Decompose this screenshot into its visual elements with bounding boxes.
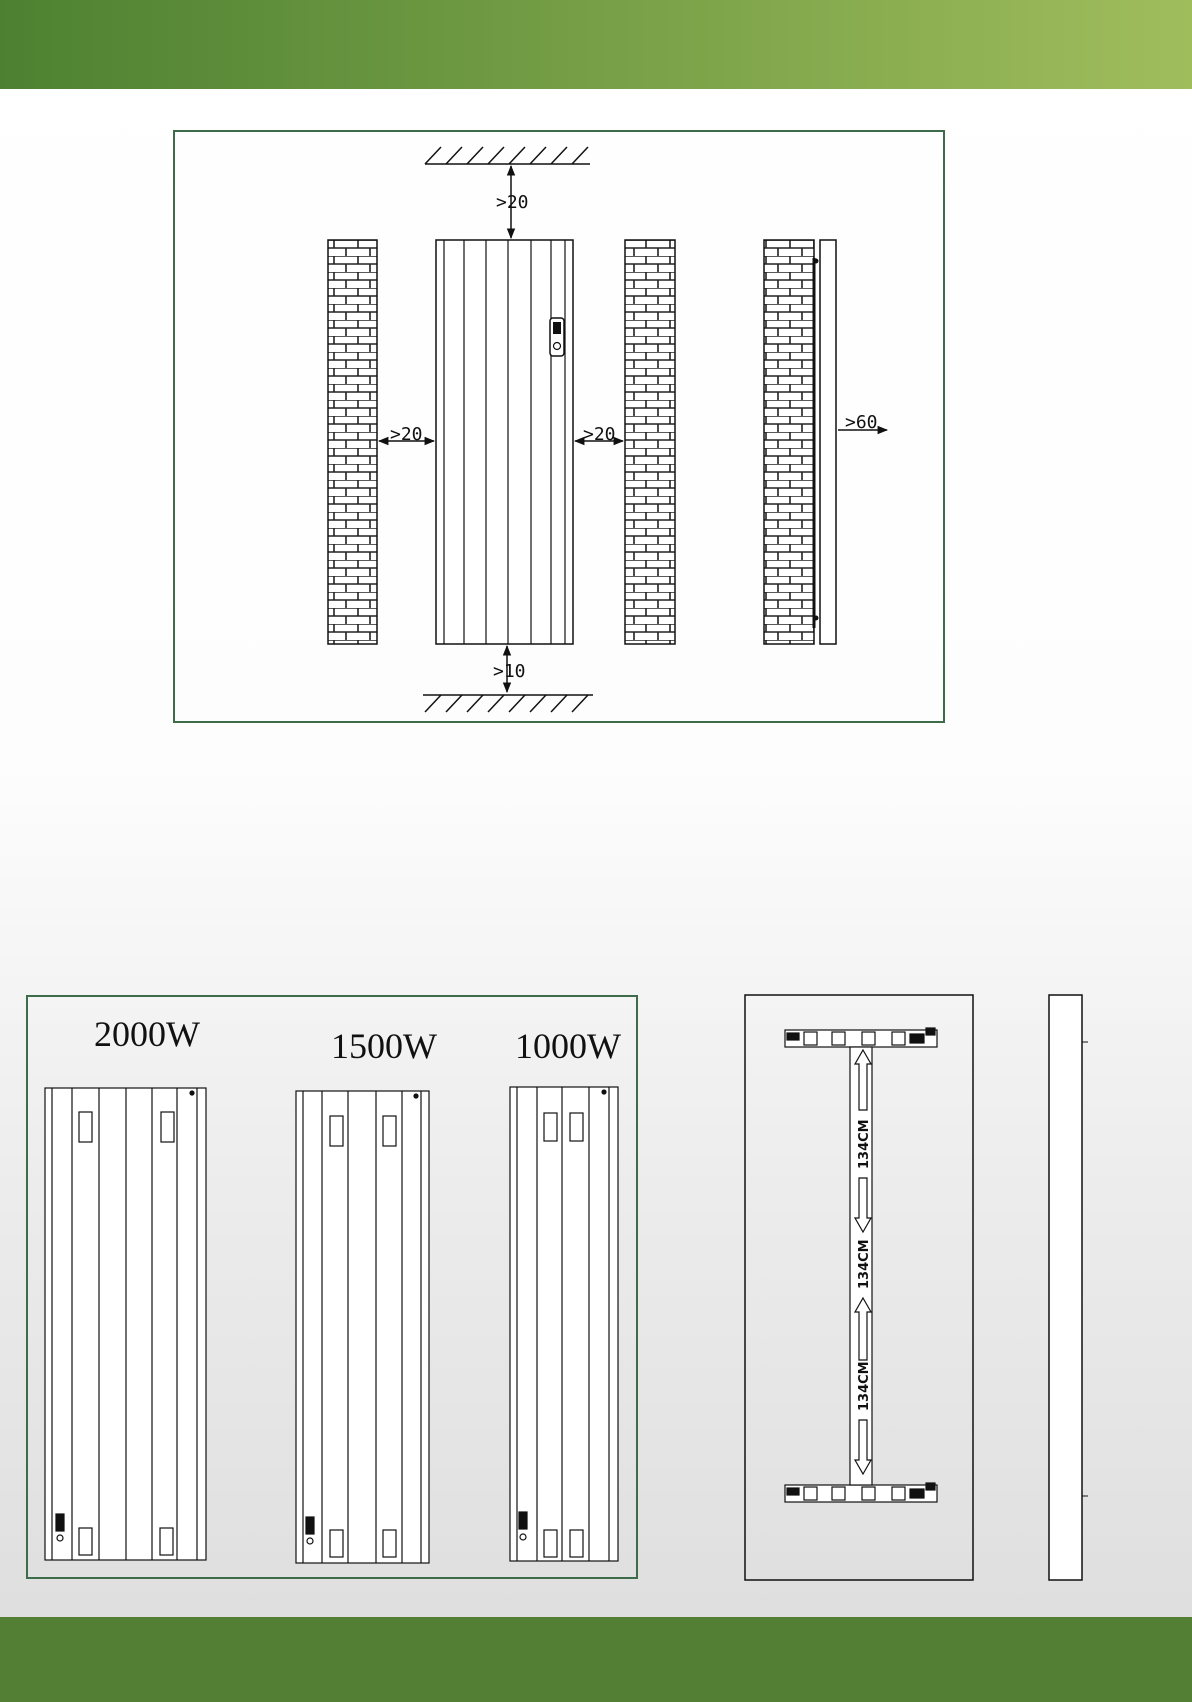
heater-front-view [436,240,573,644]
floor-hatch [423,695,593,712]
ceiling-hatch [425,147,590,164]
heater-2000w [45,1088,206,1560]
model-label-1000w: 1000W [515,1026,621,1066]
heater-1500w [296,1091,429,1563]
side-view-heater [820,240,836,644]
top-gap-label: >20 [496,192,529,213]
right-brick-wall [625,240,675,644]
model-label-1500w: 1500W [331,1026,437,1066]
models-panel [27,996,637,1578]
top-bracket [785,1028,937,1047]
side-view-brick-wall [764,240,814,644]
side-gap-label: >60 [845,412,878,433]
right-gap-label: >20 [583,424,616,445]
clearance-diagram [174,131,944,722]
bracket-diagram [745,995,973,1580]
left-brick-wall [328,240,377,644]
spacing-label-2: 134CM [857,1239,872,1289]
side-profile [1049,995,1088,1580]
bottom-gap-label: >10 [493,661,526,682]
bottom-bracket [785,1483,937,1502]
spacing-label-3: 134CM [857,1361,872,1411]
left-gap-label: >20 [390,424,423,445]
heater-1000w [510,1087,618,1561]
model-label-2000w: 2000W [94,1014,200,1054]
spacing-label-1: 134CM [857,1119,872,1169]
